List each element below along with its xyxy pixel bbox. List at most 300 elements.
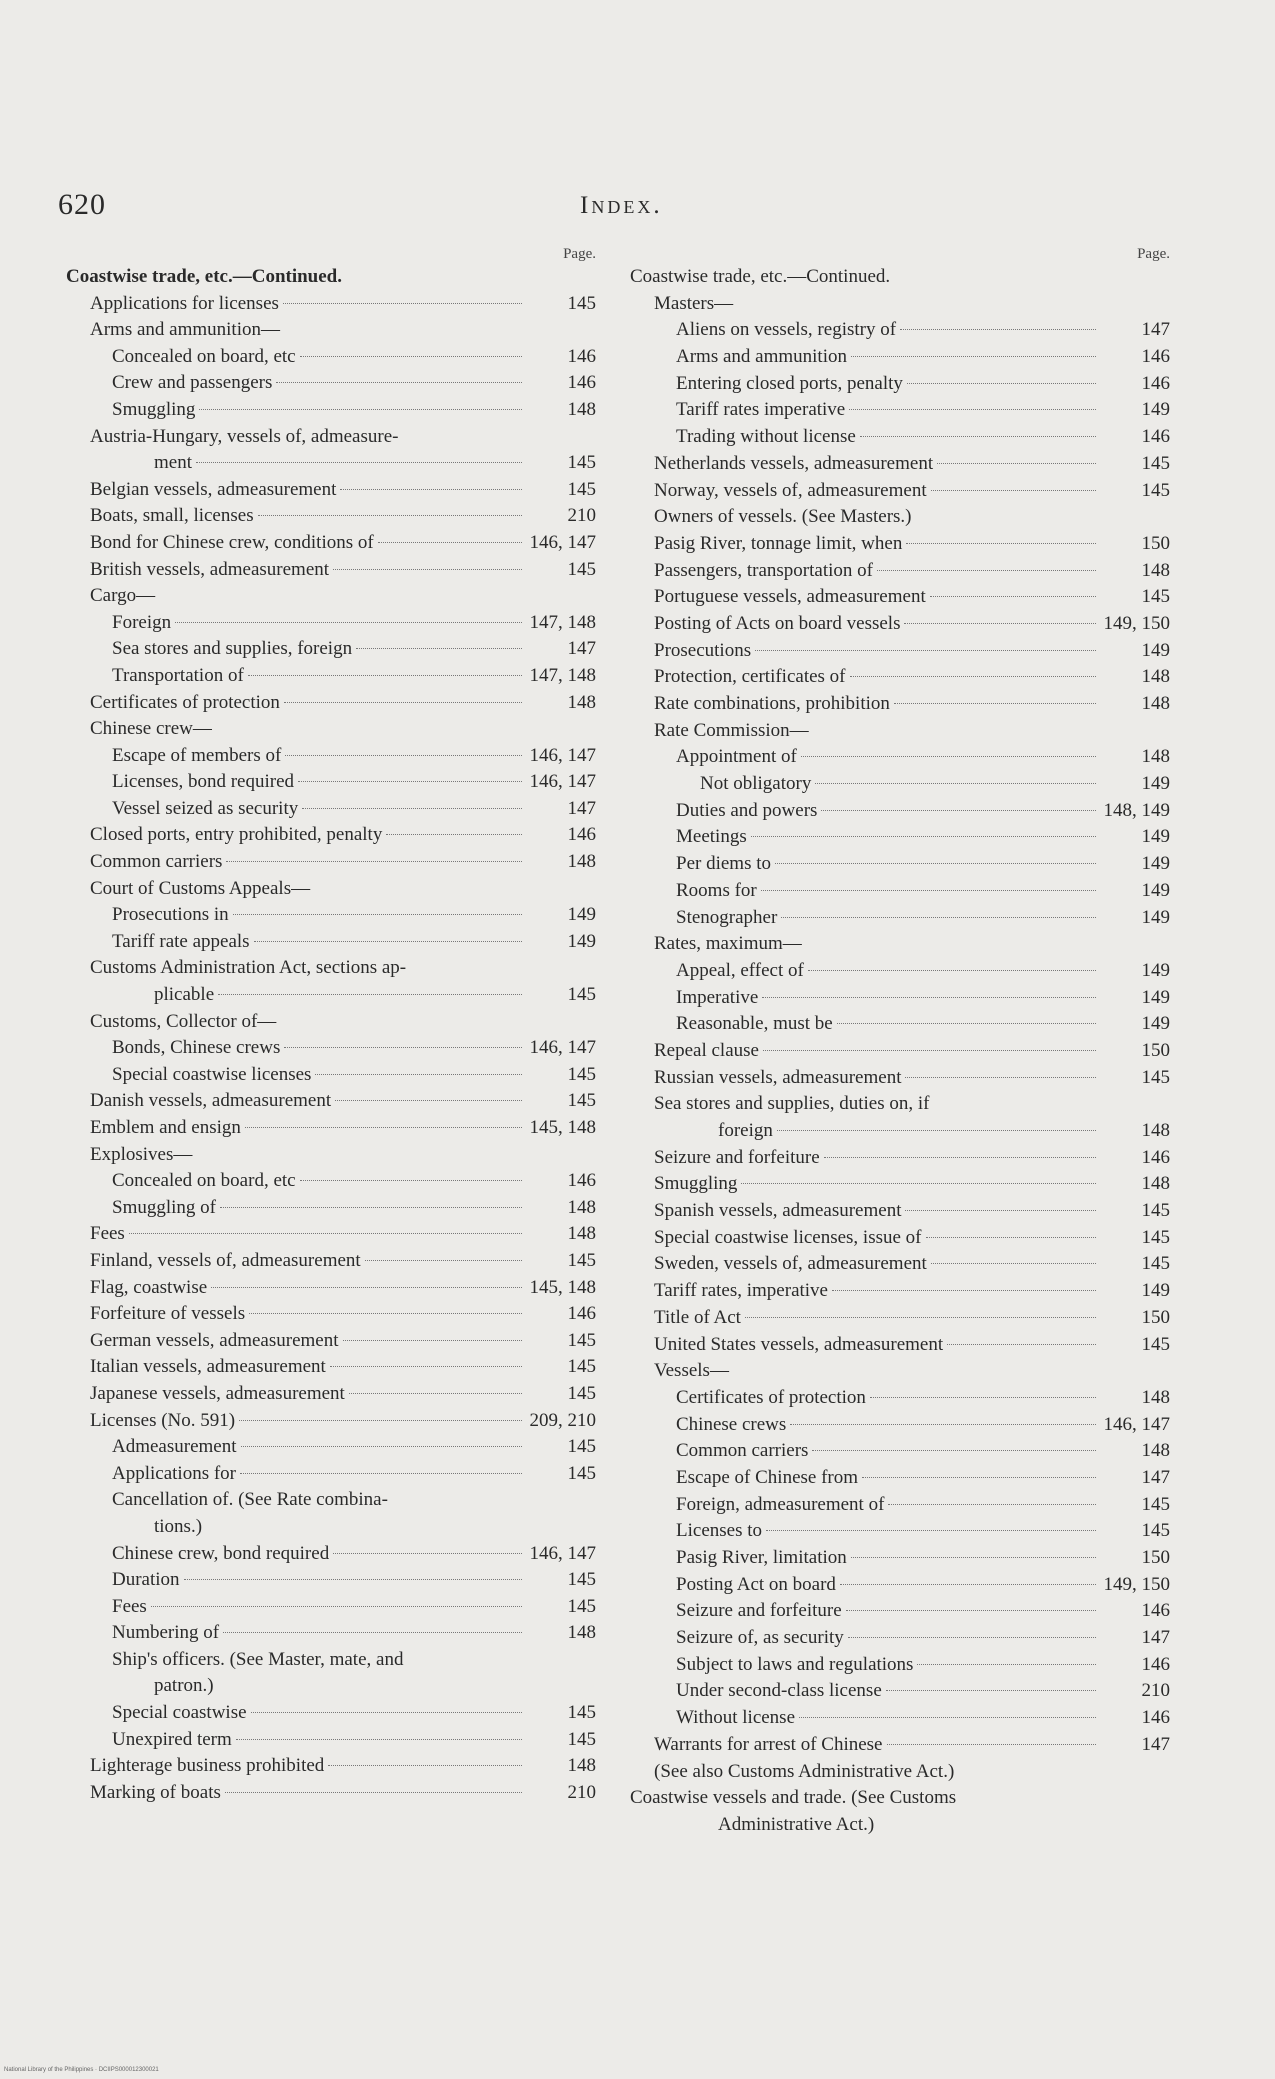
entry-label: Rooms for [676, 879, 757, 901]
entry-label: Applications for [112, 1462, 237, 1484]
entry-label: Rate combinations, prohibition [654, 693, 890, 714]
dot-leader [333, 1553, 522, 1554]
dot-leader [285, 755, 522, 756]
dot-leader [904, 623, 1096, 624]
entry-label: Flag, coastwise [90, 1276, 208, 1298]
entry-pages: 145, 148 [529, 1117, 596, 1138]
entry-label: Seizure and forfeiture [654, 1146, 820, 1168]
entry-label: Reasonable, must be [676, 1013, 833, 1035]
entry-pages: 145 [1141, 586, 1170, 608]
index-entry [66, 1620, 596, 1647]
entry-label: Customs Administration Act, sections ap- [90, 957, 407, 979]
dot-leader [886, 1690, 1096, 1691]
dot-leader [365, 1260, 522, 1261]
dot-leader [775, 863, 1096, 864]
index-entry [66, 929, 596, 956]
entry-pages: 146, 147 [529, 771, 596, 793]
entry-pages: 148 [567, 1755, 596, 1777]
index-entry [66, 1700, 596, 1727]
index-entry [630, 558, 1170, 585]
entry-label: Special coastwise licenses, issue of [654, 1226, 922, 1248]
index-entry [66, 743, 596, 770]
index-heading [630, 1358, 1170, 1385]
dot-leader [236, 1739, 522, 1740]
dot-leader [129, 1233, 522, 1234]
page-column-heading: Page. [1137, 246, 1170, 262]
dot-leader [781, 917, 1096, 918]
index-heading [630, 1091, 1170, 1118]
entry-label: Certificates of protection [90, 691, 280, 713]
entry-pages: 145 [567, 1063, 596, 1085]
entry-label: Special coastwise [112, 1702, 247, 1724]
dot-leader [849, 409, 1096, 410]
entry-label: Protection, certificates of [654, 666, 846, 688]
entry-pages: 149 [1141, 639, 1170, 661]
index-entry [630, 1678, 1170, 1705]
entry-label: Arms and ammunition [676, 346, 847, 368]
entry-label: Posting Act on board [676, 1573, 836, 1595]
entry-pages: 150 [1141, 1547, 1170, 1568]
entry-pages: 148 [1141, 666, 1170, 688]
entry-label: Concealed on board, etc [112, 345, 296, 367]
entry-pages: 146, 147 [1103, 1413, 1170, 1435]
entry-label: Chinese crew— [90, 718, 212, 740]
dot-leader [386, 834, 522, 835]
index-entry [66, 1461, 596, 1488]
index-entry [66, 1594, 596, 1621]
index-entry [630, 824, 1170, 851]
entry-label: Coastwise trade, etc.—Continued. [630, 266, 891, 287]
index-entry [630, 478, 1170, 505]
dot-leader [258, 515, 522, 516]
index-entry [630, 344, 1170, 371]
entry-label: Boats, small, licenses [90, 505, 254, 527]
entry-pages: 146 [1141, 1653, 1170, 1675]
entry-pages: 210 [567, 1781, 596, 1803]
dot-leader [218, 994, 522, 995]
entry-pages: 149 [1141, 879, 1170, 901]
entry-label: Foreign, admeasurement of [676, 1493, 885, 1515]
entry-label: Administrative Act.) [718, 1813, 875, 1835]
entry-label: Smuggling [654, 1173, 738, 1195]
entry-pages: 148 [1141, 1120, 1170, 1141]
entry-label: Spanish vessels, admeasurement [654, 1200, 902, 1222]
entry-label: Passengers, transportation of [654, 559, 873, 581]
dot-leader [900, 329, 1096, 330]
index-entry [66, 370, 596, 397]
index-entry [630, 1465, 1170, 1492]
entry-pages: 149 [1141, 826, 1170, 848]
index-entry [630, 1652, 1170, 1679]
entry-label: Pasig River, limitation [676, 1547, 847, 1568]
dot-leader [947, 1344, 1096, 1345]
entry-label: Sea stores and supplies, foreign [112, 638, 353, 660]
dot-leader [226, 861, 522, 862]
index-entry [66, 849, 596, 876]
dot-leader [799, 1717, 1096, 1718]
dot-leader [860, 436, 1096, 437]
dot-leader [815, 783, 1096, 784]
entry-pages: 145 [1141, 479, 1170, 501]
dot-leader [199, 409, 522, 410]
index-entry [66, 450, 596, 477]
entry-label: Warrants for arrest of Chinese [654, 1733, 883, 1755]
dot-leader [840, 1584, 1096, 1585]
entry-pages: 146, 147 [529, 1542, 596, 1564]
index-entry [630, 1332, 1170, 1359]
index-entry [630, 798, 1170, 825]
index-entry [630, 851, 1170, 878]
dot-leader [851, 1557, 1096, 1558]
index-entry [630, 1171, 1170, 1198]
index-entry [66, 557, 596, 584]
entry-label: plicable [154, 984, 215, 1006]
index-entry [630, 1038, 1170, 1065]
index-entry [66, 663, 596, 690]
index-entry [66, 1115, 596, 1142]
entry-label: Court of Customs Appeals— [90, 877, 311, 899]
entry-label: Numbering of [112, 1622, 220, 1644]
index-heading [630, 718, 1170, 745]
entry-label: Seizure and forfeiture [676, 1600, 842, 1622]
entry-pages: 148 [1141, 1386, 1170, 1408]
entry-label: Licenses, bond required [112, 771, 295, 793]
dot-leader [850, 676, 1096, 677]
entry-label: Escape of members of [112, 744, 282, 766]
index-heading [66, 716, 596, 743]
index-entry [630, 317, 1170, 344]
entry-label: Escape of Chinese from [676, 1466, 859, 1488]
entry-label: Tariff rates, imperative [654, 1280, 828, 1302]
index-entry [66, 1753, 596, 1780]
source-note: National Library of the Philippines · DCIIPS000012300021 [4, 2067, 159, 2073]
index-entry [66, 1354, 596, 1381]
entry-pages: 147 [1141, 1733, 1170, 1755]
dot-leader [848, 1637, 1096, 1638]
dot-leader [241, 1446, 522, 1447]
index-entry [630, 1198, 1170, 1225]
index-entry [630, 1011, 1170, 1038]
entry-label: Common carriers [676, 1440, 809, 1462]
index-heading [66, 1142, 596, 1169]
entry-label: Title of Act [654, 1306, 741, 1328]
dot-leader [887, 1744, 1097, 1745]
dot-leader [248, 675, 522, 676]
index-entry [630, 371, 1170, 398]
index-heading [66, 264, 596, 291]
entry-label: ment [154, 452, 192, 474]
entry-pages: 210 [1141, 1680, 1170, 1702]
index-entry [630, 424, 1170, 451]
index-entry [66, 902, 596, 929]
index-column-right [630, 240, 1170, 1839]
entry-label: Concealed on board, etc [112, 1170, 296, 1192]
entry-label: Finland, vessels of, admeasurement [90, 1249, 361, 1271]
entry-pages: 145 [1141, 1066, 1170, 1088]
index-entry [630, 878, 1170, 905]
index-entry [630, 985, 1170, 1012]
index-entry [630, 611, 1170, 638]
index-entries [630, 264, 1170, 1839]
entry-pages: 148 [1141, 746, 1170, 768]
entry-label: Smuggling [112, 398, 196, 420]
entry-label: Unexpired term [112, 1728, 232, 1750]
entry-label: Duties and powers [676, 799, 818, 821]
entry-pages: 148 [567, 1622, 596, 1644]
entry-pages: 150 [1141, 1306, 1170, 1328]
index-entry [66, 1567, 596, 1594]
dot-leader [751, 836, 1096, 837]
entry-pages: 145 [567, 1728, 596, 1750]
entry-pages: 145 [567, 1329, 596, 1351]
entry-label: Sweden, vessels of, admeasurement [654, 1253, 927, 1275]
entry-pages: 147, 148 [529, 664, 596, 686]
index-entry [66, 1727, 596, 1754]
dot-leader [184, 1579, 522, 1580]
index-heading [630, 1785, 1170, 1812]
entry-label: Prosecutions [654, 639, 752, 661]
dot-leader [931, 1263, 1096, 1264]
entry-pages: 145 [567, 292, 596, 314]
entry-pages: 149 [1141, 959, 1170, 981]
index-entry [630, 1732, 1170, 1759]
entry-label: Vessel seized as security [112, 797, 299, 819]
entry-pages: 147 [1141, 319, 1170, 341]
dot-leader [251, 1712, 522, 1713]
entry-label: Seizure of, as security [676, 1627, 844, 1649]
entry-pages: 148 [567, 1196, 596, 1218]
entry-pages: 145 [1141, 452, 1170, 474]
index-entry [66, 1221, 596, 1248]
entry-label: Austria-Hungary, vessels of, admeasure- [90, 425, 399, 447]
dot-leader [777, 1130, 1096, 1131]
entry-label: Tariff rate appeals [112, 930, 250, 952]
dot-leader [837, 1023, 1096, 1024]
entry-pages: 145 [567, 1090, 596, 1112]
entry-label: Crew and passengers [112, 372, 273, 394]
entry-label: Ship's officers. (See Master, mate, and [112, 1648, 404, 1670]
entry-pages: 148 [1141, 1440, 1170, 1462]
entry-pages: 147 [1141, 1627, 1170, 1649]
entry-label: Vessels— [654, 1360, 729, 1382]
entry-pages: 209, 210 [529, 1409, 596, 1431]
dot-leader [302, 808, 522, 809]
index-entry [630, 451, 1170, 478]
dot-leader [931, 490, 1096, 491]
entry-pages: 150 [1141, 1039, 1170, 1061]
entry-pages: 145 [1141, 1253, 1170, 1275]
entry-label: Prosecutions in [112, 904, 229, 926]
dot-leader [225, 1792, 522, 1793]
entry-label: Subject to laws and regulations [676, 1653, 914, 1675]
dot-leader [930, 596, 1096, 597]
index-entry [66, 1328, 596, 1355]
dot-leader [824, 1157, 1096, 1158]
index-entry [630, 1118, 1170, 1145]
entry-pages: 145 [567, 1436, 596, 1458]
entry-pages: 147, 148 [529, 611, 596, 633]
index-entry [630, 638, 1170, 665]
index-entry [66, 1301, 596, 1328]
entry-pages: 145 [567, 1569, 596, 1591]
index-heading [630, 1759, 1170, 1786]
entry-label: United States vessels, admeasurement [654, 1333, 944, 1355]
dot-leader [755, 650, 1096, 651]
index-entry [66, 397, 596, 424]
entry-pages: 145 [567, 1249, 596, 1271]
entry-label: Entering closed ports, penalty [676, 372, 903, 394]
entry-pages: 149, 150 [1103, 612, 1170, 634]
entry-pages: 145 [567, 1462, 596, 1484]
entry-label: Bond for Chinese crew, conditions of [90, 531, 374, 553]
entry-pages: 145 [1141, 1226, 1170, 1248]
index-entry [66, 636, 596, 663]
index-entry [66, 690, 596, 717]
entry-pages: 145 [567, 558, 596, 580]
page-number: 620 [58, 188, 106, 221]
entry-pages: 146 [567, 1170, 596, 1192]
dot-leader [851, 356, 1096, 357]
index-heading [630, 291, 1170, 318]
index-entry [66, 344, 596, 371]
entry-pages: 148 [1141, 559, 1170, 581]
index-heading [66, 876, 596, 903]
entry-pages: 149, 150 [1103, 1573, 1170, 1595]
entry-pages: 145 [567, 478, 596, 500]
index-entry [66, 477, 596, 504]
index-entry [66, 1408, 596, 1435]
entry-label: Under second-class license [676, 1680, 882, 1702]
index-heading [66, 1514, 596, 1541]
dot-leader [245, 1127, 522, 1128]
index-entry [630, 1278, 1170, 1305]
entry-label: (See also Customs Administrative Act.) [654, 1760, 955, 1782]
entry-label: Chinese crew, bond required [112, 1542, 330, 1564]
index-entry [630, 1251, 1170, 1278]
entry-label: Special coastwise licenses [112, 1063, 312, 1085]
dot-leader [766, 1530, 1096, 1531]
entry-pages: 149 [1141, 986, 1170, 1008]
entry-label: Emblem and ensign [90, 1117, 241, 1138]
index-entries [66, 264, 596, 1806]
entry-pages: 148 [1141, 1173, 1170, 1195]
index-heading [630, 931, 1170, 958]
entry-label: Trading without license [676, 426, 856, 448]
dot-leader [761, 890, 1096, 891]
dot-leader [812, 1450, 1096, 1451]
entry-label: Arms and ammunition— [90, 319, 280, 341]
entry-pages: 146 [1141, 1600, 1170, 1622]
dot-leader [333, 569, 522, 570]
entry-pages: 146 [567, 345, 596, 367]
entry-label: Italian vessels, admeasurement [90, 1356, 326, 1378]
entry-pages: 147 [567, 797, 596, 819]
dot-leader [284, 1047, 522, 1048]
dot-leader [349, 1393, 522, 1394]
dot-leader [335, 1100, 522, 1101]
entry-pages: 210 [567, 505, 596, 527]
index-entry [630, 1492, 1170, 1519]
entry-pages: 145 [567, 1382, 596, 1404]
dot-leader [846, 1610, 1096, 1611]
entry-pages: 146 [1141, 426, 1170, 448]
dot-leader [801, 756, 1096, 757]
entry-pages: 149 [1141, 1280, 1170, 1302]
entry-pages: 148 [567, 691, 596, 713]
entry-pages: 146 [567, 1303, 596, 1325]
entry-label: Meetings [676, 826, 747, 848]
dot-leader [249, 1313, 522, 1314]
index-entry [630, 1225, 1170, 1252]
entry-label: Pasig River, tonnage limit, when [654, 532, 903, 554]
entry-label: Belgian vessels, admeasurement [90, 478, 337, 500]
index-heading [66, 424, 596, 451]
dot-leader [862, 1477, 1096, 1478]
dot-leader [937, 463, 1096, 464]
index-entry [66, 769, 596, 796]
entry-pages: 149 [1141, 773, 1170, 795]
index-entry [630, 584, 1170, 611]
index-entry [66, 1248, 596, 1275]
dot-leader [196, 462, 522, 463]
entry-pages: 149 [1141, 1013, 1170, 1035]
entry-label: Closed ports, entry prohibited, penalty [90, 824, 383, 846]
entry-label: Transportation of [112, 664, 244, 686]
dot-leader [151, 1606, 522, 1607]
entry-label: Forfeiture of vessels [90, 1303, 246, 1325]
entry-label: Aliens on vessels, registry of [676, 319, 897, 341]
entry-label: Licenses to [676, 1520, 763, 1542]
entry-label: Rate Commission— [654, 719, 809, 741]
dot-leader [211, 1287, 522, 1288]
index-entry [630, 397, 1170, 424]
dot-leader [790, 1424, 1096, 1425]
index-entry [630, 905, 1170, 932]
index-entry [66, 1381, 596, 1408]
entry-label: Chinese crews [676, 1413, 787, 1435]
index-entry [630, 1385, 1170, 1412]
entry-label: Foreign [112, 611, 172, 633]
index-entry [630, 691, 1170, 718]
entry-pages: 148 [567, 398, 596, 420]
index-column-left [66, 240, 596, 1806]
index-entry [630, 1625, 1170, 1652]
entry-pages: 147 [1141, 1466, 1170, 1488]
entry-pages: 145 [567, 1702, 596, 1724]
entry-pages: 148, 149 [1103, 799, 1170, 821]
dot-leader [233, 914, 522, 915]
entry-pages: 145 [1141, 1493, 1170, 1515]
entry-pages: 146 [1141, 1707, 1170, 1729]
entry-pages: 146, 147 [529, 531, 596, 553]
entry-pages: 149 [567, 904, 596, 926]
entry-pages: 145 [567, 984, 596, 1006]
entry-label: patron.) [154, 1675, 214, 1697]
entry-label: Coastwise vessels and trade. (See Customs [630, 1787, 957, 1809]
entry-pages: 148 [1141, 693, 1170, 714]
index-heading [66, 583, 596, 610]
index-heading [66, 1647, 596, 1674]
entry-label: Tariff rates imperative [676, 399, 846, 421]
entry-label: Norway, vessels of, admeasurement [654, 479, 927, 501]
entry-pages: 145 [1141, 1520, 1170, 1542]
index-heading [66, 1487, 596, 1514]
index-entry [630, 1438, 1170, 1465]
entry-label: Duration [112, 1569, 180, 1591]
entry-pages: 149 [1141, 399, 1170, 421]
index-entry [630, 1572, 1170, 1599]
entry-pages: 148 [567, 851, 596, 873]
